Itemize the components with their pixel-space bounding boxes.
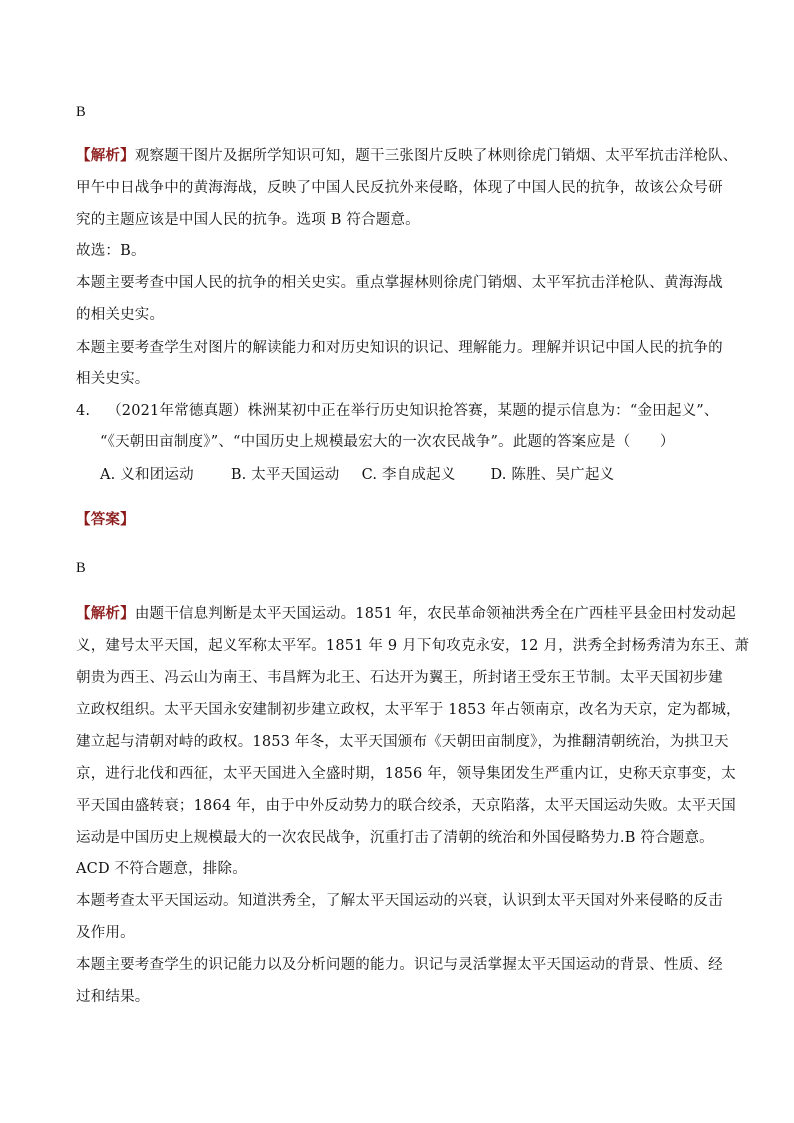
answer-tag: 【答案】: [76, 511, 135, 528]
analysis-paragraph-line: [76, 604, 736, 624]
option-d: D. 陈胜、吴广起义: [490, 467, 615, 483]
analysis-tag: 【解析】: [76, 147, 135, 164]
option-b: B. 太平天国运动: [230, 467, 340, 483]
analysis-tag: 【解析】: [76, 605, 135, 622]
analysis-text: 及作用。: [76, 925, 135, 941]
question-stem: （2021年常德真题）株洲某初中正在举行历史知识抢答赛，某题的提示信息为：“金田起义”、: [107, 403, 719, 419]
analysis-text: 建立起与清朝对峙的政权。1853 年冬，太平天国颁布《天朝田亩制度》，为推翻清朝统治，为拱卫天: [76, 734, 729, 750]
analysis-text: 京，进行北伐和西征，太平天国进入全盛时期，1856 年，领导集团发生严重内讧，史称天京事变，太: [76, 766, 736, 782]
analysis-text: 本题考查太平天国运动。知道洪秀全，了解太平天国运动的兴衰，认识到太平天国对外来侵略的反击: [76, 893, 723, 909]
analysis-text: 义，建号太平天国，起义军称太平军。1851 年 9 月下旬攻克永安，12 月，洪秀全封杨秀清为东王、萧: [76, 638, 750, 654]
answer-letter: B: [76, 104, 86, 120]
analysis-text: 相关史实。: [76, 371, 150, 387]
question-stem: “《天朝田亩制度》”、“中国历史上规模最宏大的一次农民战争”。此题的答案应是（ ）: [100, 434, 675, 450]
analysis-text: 朝贵为西王、冯云山为南王、韦昌辉为北王、石达开为翼王，所封诸王受东王节制。太平天国初步建: [76, 670, 723, 686]
conclusion-text: 故选：B。: [76, 243, 146, 259]
question-options: [100, 465, 760, 485]
analysis-text: 甲午中日战争中的黄海海战，反映了中国人民反抗外来侵略，体现了中国人民的抗争，故该公众号研: [76, 180, 723, 196]
option-c: C. 李自成起义: [361, 467, 456, 483]
analysis-text: 本题主要考查学生的识记能力以及分析问题的能力。识记与灵活掌握太平天国运动的背景、性质、经: [76, 957, 723, 973]
analysis-text: 本题主要考查中国人民的抗争的相关史实。重点掌握林则徐虎门销烟、太平军抗击洋枪队、黄海海战: [76, 275, 723, 291]
analysis-text: 立政权组织。太平天国永安建制初步建立政权，太平军于 1853 年占领南京，改名为天京，定为都城，: [76, 702, 741, 718]
analysis-text: 平天国由盛转衰；1864 年，由于中外反动势力的联合绞杀，天京陷落，太平天国运动失败。太平天国: [76, 798, 736, 814]
analysis-text: 究的主题应该是中国人民的抗争。选项 B 符合题意。: [76, 212, 420, 228]
analysis-text: 观察题干图片及据所学知识可知，题干三张图片反映了林则徐虎门销烟、太平军抗击洋枪队、: [134, 148, 738, 164]
option-a: A. 义和团运动: [100, 467, 194, 483]
answer-letter: B: [76, 560, 86, 576]
analysis-text: 由题干信息判断是太平天国运动。1851 年，农民革命领袖洪秀全在广西桂平县金田村发动起: [134, 606, 736, 622]
analysis-text: 过和结果。: [76, 989, 150, 1005]
question-4: [76, 401, 736, 421]
analysis-text: ACD 不符合题意，排除。: [76, 861, 247, 877]
analysis-text: 的相关史实。: [76, 307, 165, 323]
question-number: 4.: [76, 403, 91, 419]
analysis-paragraph-line: [76, 146, 736, 166]
analysis-text: 本题主要考查学生对图片的解读能力和对历史知识的识记、理解能力。理解并识记中国人民的抗争的: [76, 340, 723, 356]
analysis-text: 运动是中国历史上规模最大的一次农民战争，沉重打击了清朝的统治和外国侵略势力.B 符合题意。: [76, 830, 714, 846]
